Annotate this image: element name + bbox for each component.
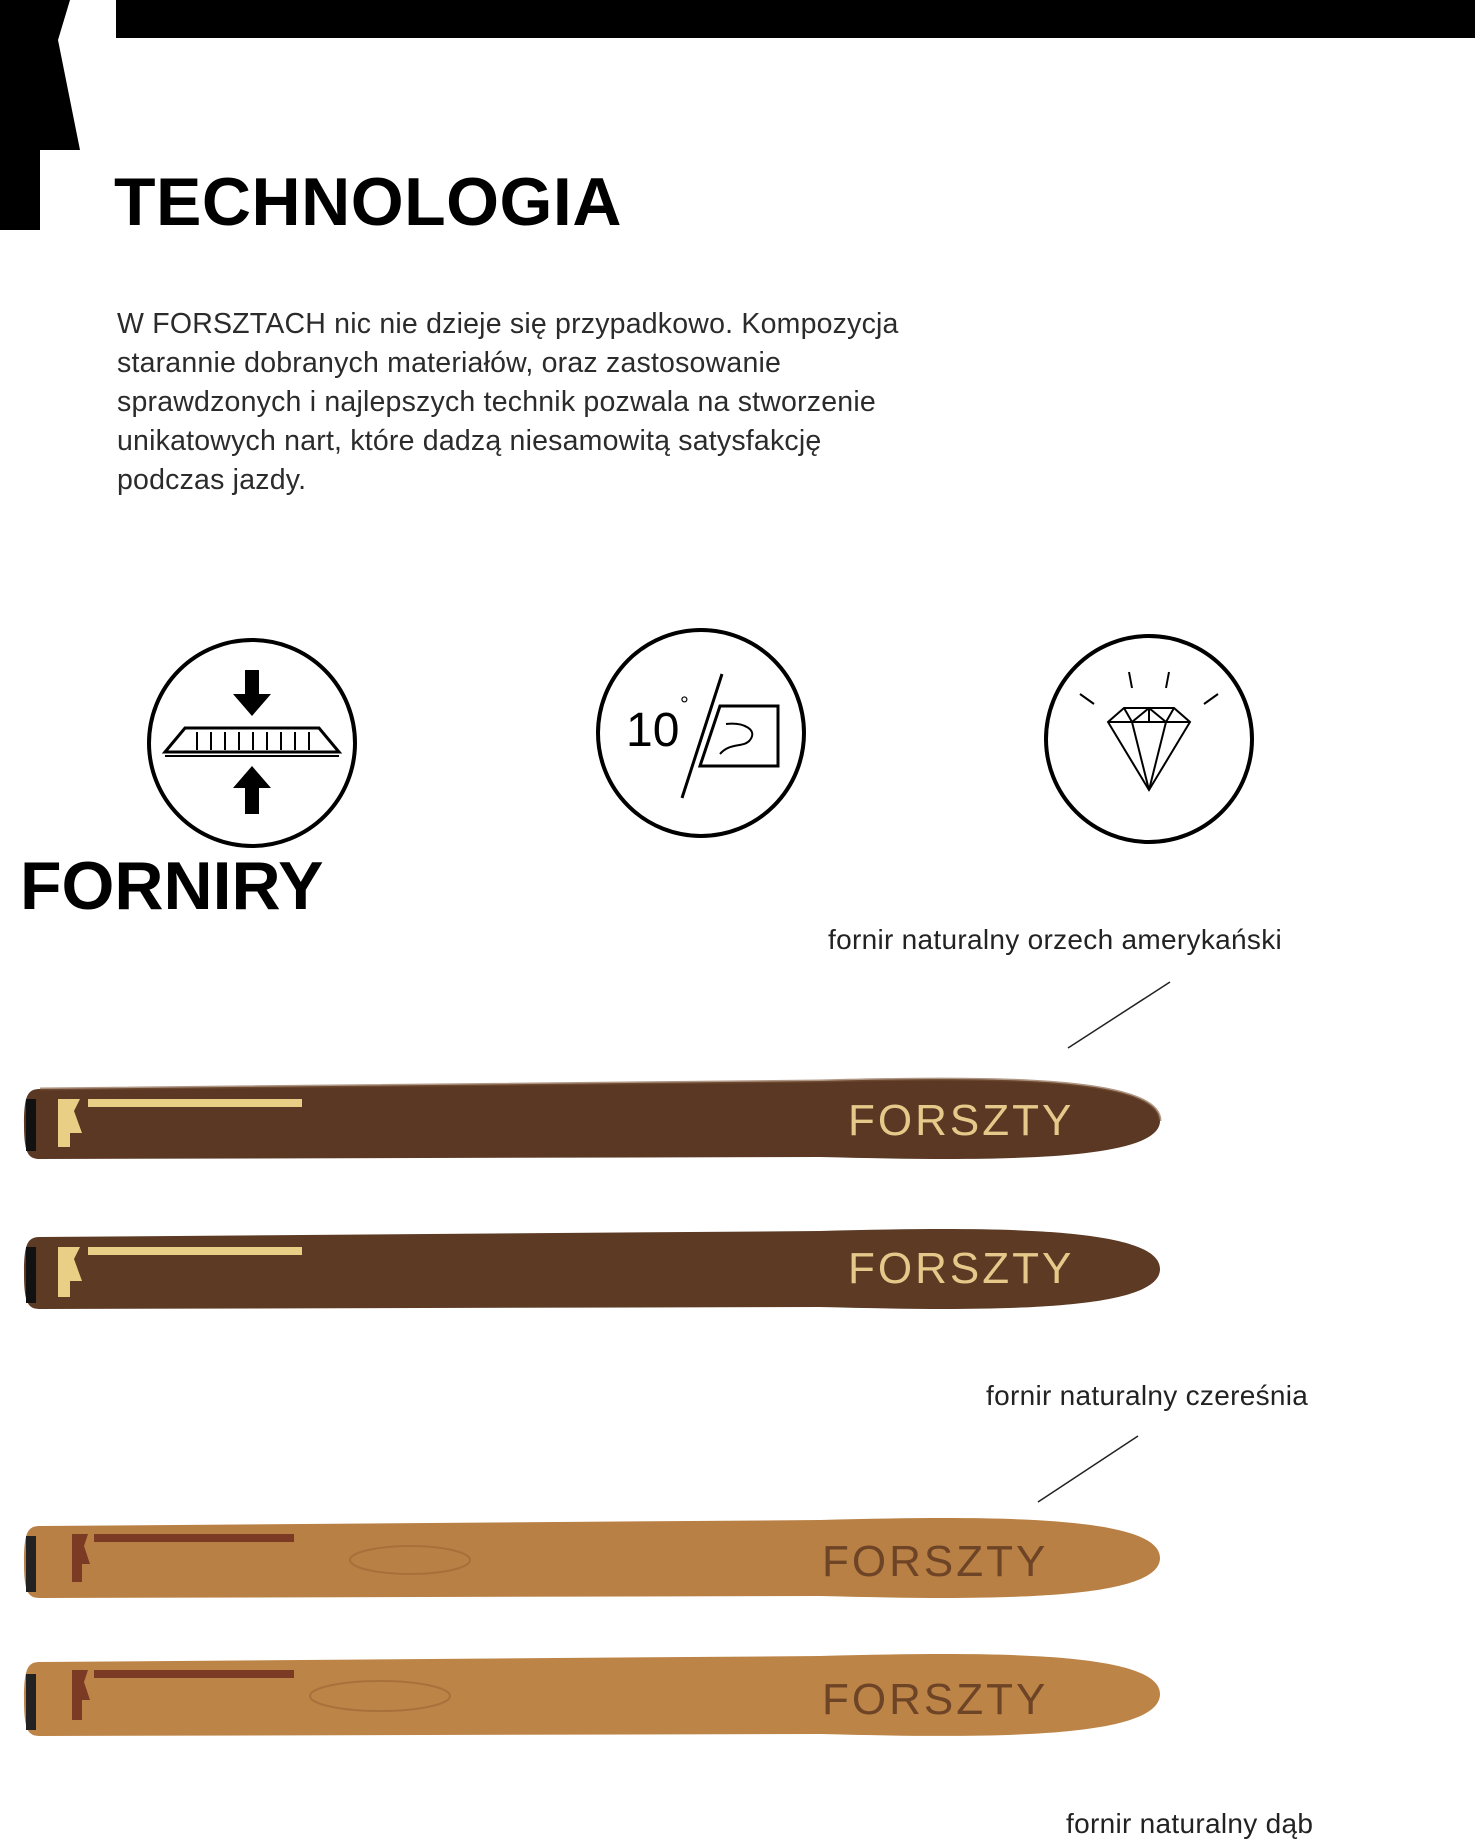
caption-leader-line: [1060, 980, 1180, 1050]
intro-line: W FORSZTACH nic nie dzieje się przypadkowo. Kompozycja: [117, 308, 899, 340]
top-bar: [116, 0, 1475, 38]
ski-cherry-1: [20, 1512, 1170, 1604]
intro-line: starannie dobranych materiałów, oraz zastosowanie: [117, 347, 782, 379]
diamond-icon: [1042, 632, 1256, 846]
veneer-caption-walnut: fornir naturalny orzech amerykański: [828, 924, 1283, 955]
intro-line: sprawdzonych i najlepszych technik pozwala na stworzenie: [117, 386, 876, 418]
intro-paragraph: [117, 305, 1027, 500]
ski-cherry-2: [20, 1648, 1170, 1742]
press-compression-icon: [145, 636, 359, 850]
ski-walnut-1: [20, 1075, 1170, 1165]
ski-walnut-2: [20, 1223, 1170, 1315]
veneer-caption-oak: fornir naturalny dąb: [1066, 1808, 1314, 1839]
ski-brand-text: FORSZTY: [848, 1244, 1075, 1293]
veneer-caption-cherry: fornir naturalny czereśnia: [986, 1380, 1309, 1411]
section-title: FORNIRY: [20, 848, 324, 924]
page-title: TECHNOLOGIA: [114, 164, 622, 240]
caption-leader-line: [1030, 1434, 1150, 1504]
angle-label: 10: [626, 704, 680, 757]
brand-logo-mark: [0, 0, 80, 230]
ten-degree-angle-icon: [594, 626, 808, 840]
ski-brand-text: FORSZTY: [822, 1537, 1049, 1586]
degree-symbol: °: [680, 692, 689, 717]
intro-line: unikatowych nart, które dadzą niesamowitą satysfakcję: [117, 425, 822, 457]
intro-line: podczas jazdy.: [117, 464, 307, 496]
ski-brand-text: FORSZTY: [822, 1675, 1049, 1724]
ski-brand-text: FORSZTY: [848, 1096, 1075, 1145]
